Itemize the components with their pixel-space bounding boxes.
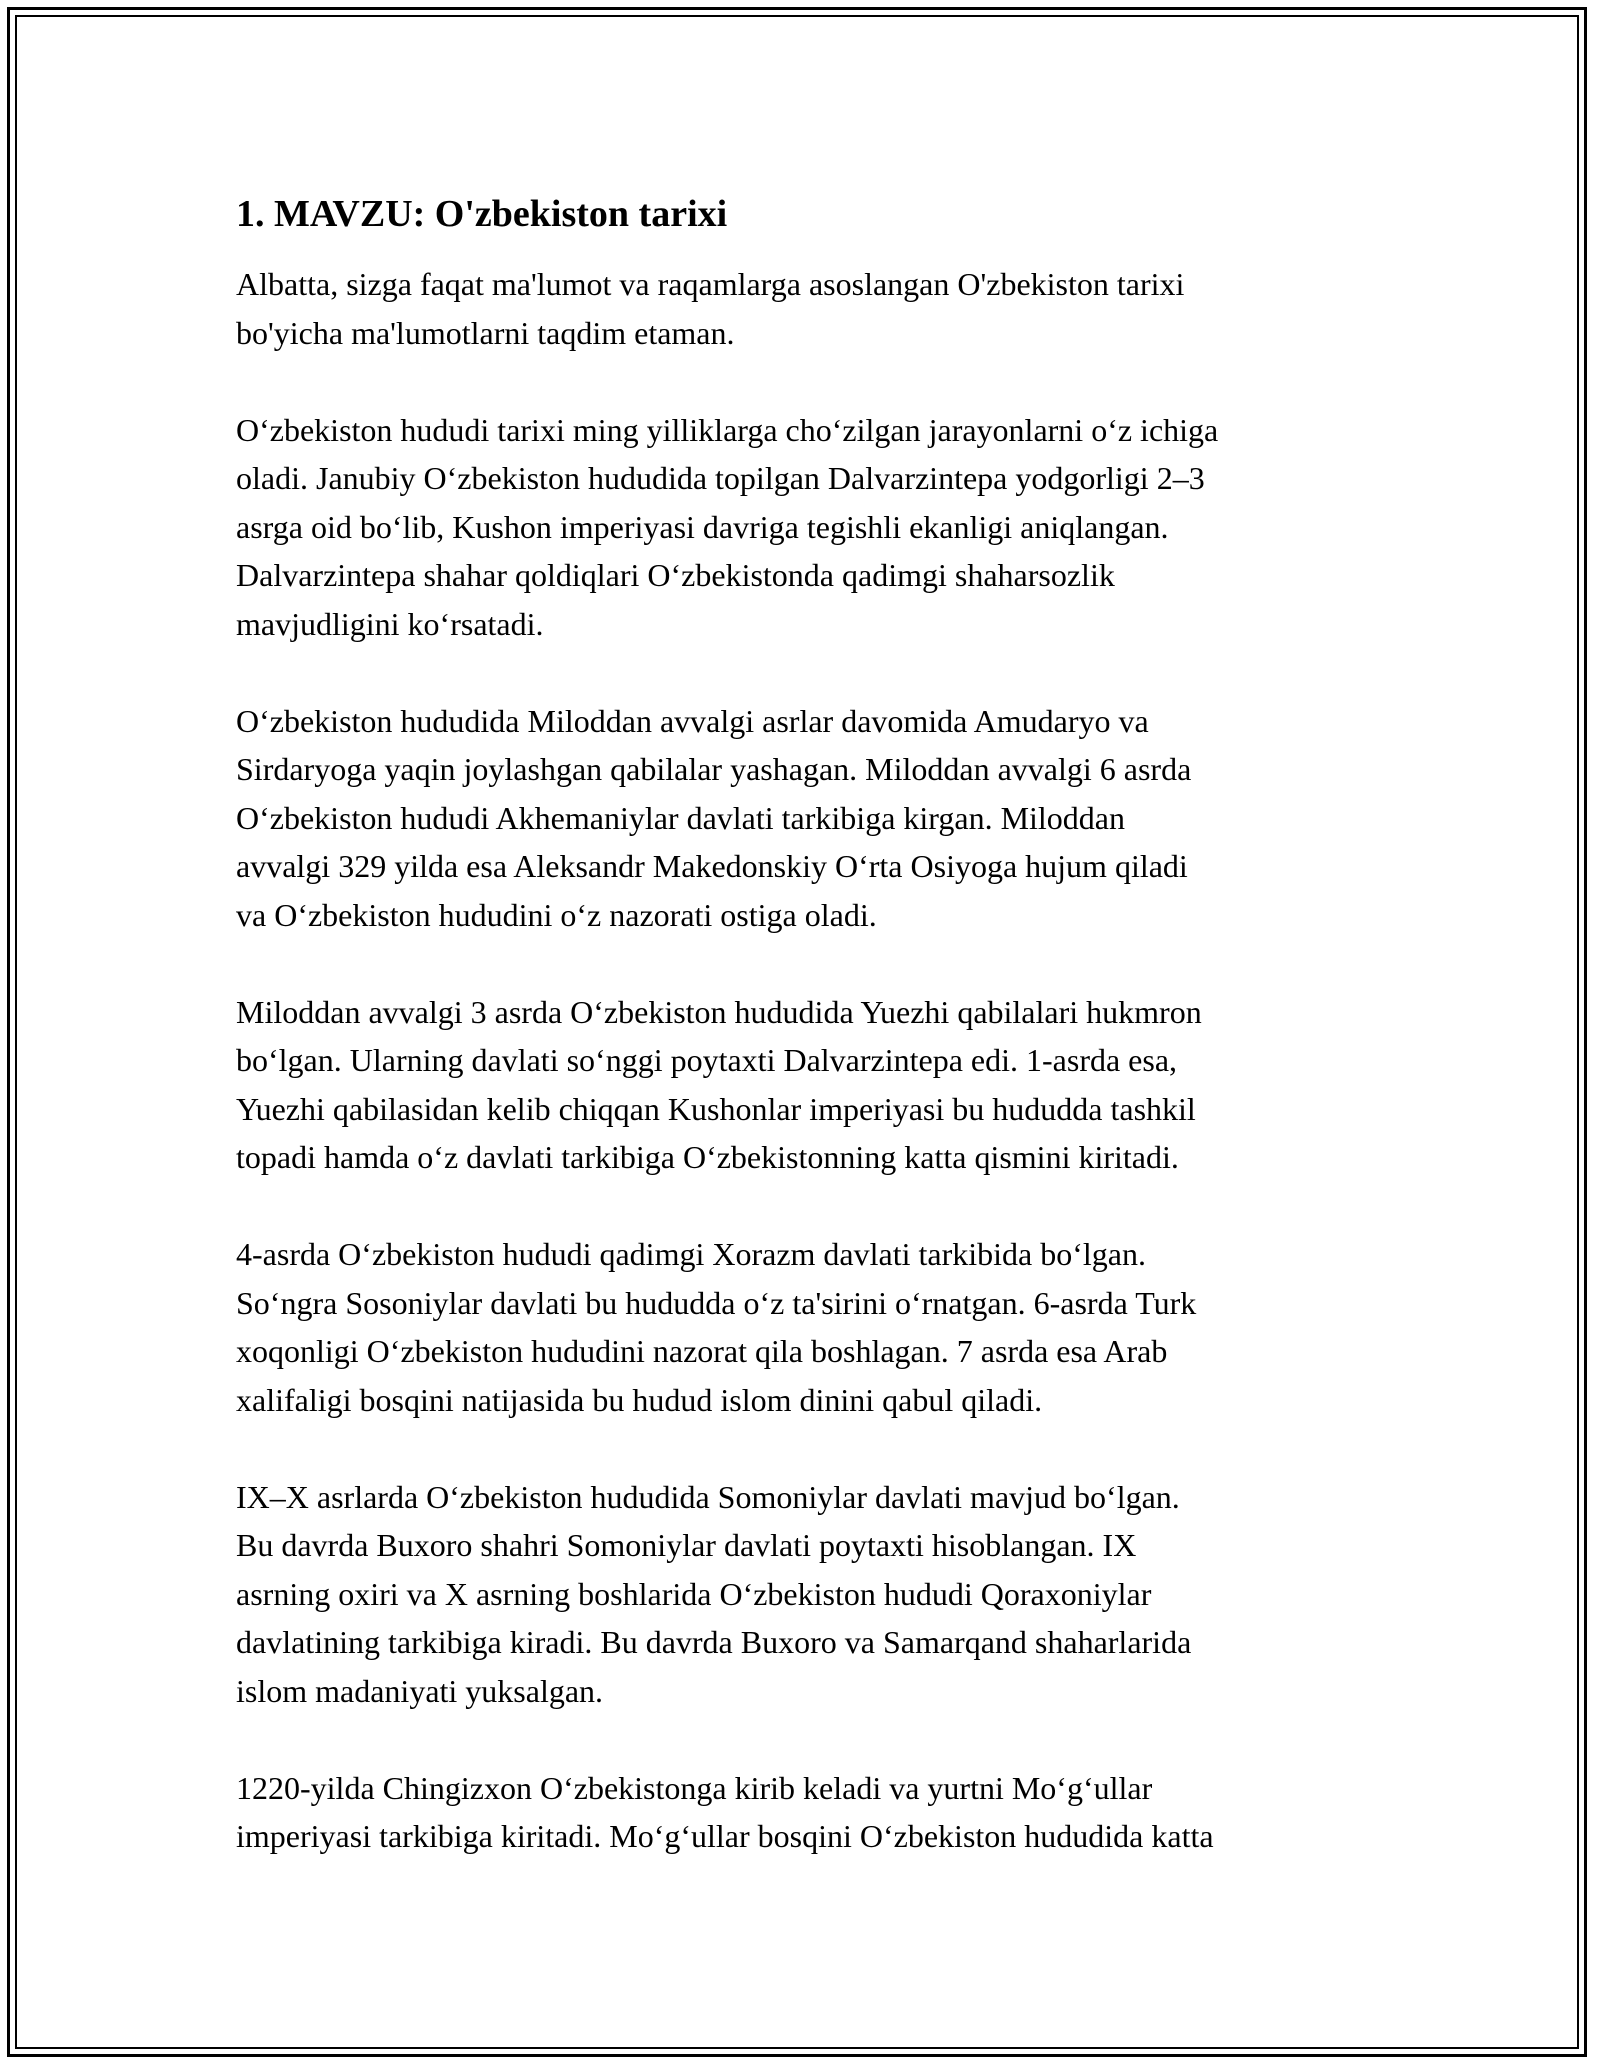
paragraph-dalvarzintepa — [236, 406, 1386, 649]
text-line: Yuezhi qabilasidan kelib chiqqan Kushonlar imperiyasi bu hududda tashkil — [236, 1090, 1196, 1127]
paragraph-samanids — [236, 1473, 1386, 1716]
text-line: davlatining tarkibiga kiradi. Bu davrda Buxoro va Samarqand shaharlarida — [236, 1624, 1192, 1660]
paragraph-yuezhi-kushan — [236, 988, 1386, 1182]
paragraph-ancient-tribes — [236, 697, 1386, 940]
text-line: 1220-yilda Chingizxon O‘zbekistonga kirib keladi va yurtni Mo‘g‘ullar — [236, 1769, 1153, 1806]
text-line: Dalvarzintepa shahar qoldiqlari O‘zbekistonda qadimgi shaharsozlik — [236, 557, 1115, 593]
document-body — [236, 186, 1386, 1909]
document-title: 1. MAVZU: O'zbekiston tarixi — [236, 193, 728, 235]
text-line: islom madaniyati yuksalgan. — [236, 1672, 604, 1709]
text-line: So‘ngra Sosoniylar davlati bu hududda o‘z ta'sirini o‘rnatgan. 6-asrda Turk — [236, 1284, 1197, 1321]
text-line: IX–X asrlarda O‘zbekiston hududida Somoniylar davlati mavjud bo‘lgan. — [236, 1478, 1180, 1515]
paragraph-mongols — [236, 1764, 1386, 1861]
text-line: Miloddan avvalgi 3 asrda O‘zbekiston hududida Yuezhi qabilalari hukmron — [236, 993, 1202, 1030]
text-line: topadi hamda o‘z davlati tarkibiga O‘zbekistonning katta qismini kiritadi. — [236, 1139, 1179, 1175]
text-line: bo‘lgan. Ularning davlati so‘nggi poytaxti Dalvarzintepa edi. 1-asrda esa, — [236, 1042, 1178, 1078]
text-line: mavjudligini ko‘rsatadi. — [236, 605, 544, 642]
text-line: oladi. Janubiy O‘zbekiston hududida topilgan Dalvarzintepa yodgorligi 2–3 — [236, 460, 1205, 496]
text-line: Sirdaryoga yaqin joylashgan qabilalar yashagan. Miloddan avvalgi 6 asrda — [236, 751, 1192, 787]
text-line: xalifaligi bosqini natijasida bu hudud islom dinini qabul qiladi. — [236, 1381, 1043, 1418]
text-line: bo'yicha ma'lumotlarni taqdim etaman. — [236, 314, 735, 351]
text-line: Albatta, sizga faqat ma'lumot va raqamlarga asoslangan O'zbekiston tarixi — [236, 266, 1185, 302]
text-line: O‘zbekiston hududi Akhemaniylar davlati tarkibiga kirgan. Miloddan — [236, 799, 1125, 836]
text-line: asrga oid bo‘lib, Kushon imperiyasi davriga tegishli ekanligi aniqlangan. — [236, 508, 1169, 545]
paragraph-intro — [236, 260, 1386, 357]
text-line: imperiyasi tarkibiga kiritadi. Mo‘g‘ullar bosqini O‘zbekiston hududida katta — [236, 1818, 1214, 1854]
text-line: 4-asrda O‘zbekiston hududi qadimgi Xorazm davlati tarkibida bo‘lgan. — [236, 1236, 1146, 1272]
text-line: O‘zbekiston hududida Miloddan avvalgi asrlar davomida Amudaryo va — [236, 702, 1149, 739]
text-line: O‘zbekiston hududi tarixi ming yilliklarga cho‘zilgan jarayonlarni o‘z ichiga — [236, 411, 1219, 448]
text-line: avvalgi 329 yilda esa Aleksandr Makedonskiy O‘rta Osiyoga hujum qiladi — [236, 848, 1188, 884]
text-line: va O‘zbekiston hududini o‘z nazorati ostiga oladi. — [236, 896, 877, 933]
text-line: Bu davrda Buxoro shahri Somoniylar davlati poytaxti hisoblangan. IX — [236, 1527, 1137, 1563]
paragraph-khorezm-arab — [236, 1230, 1386, 1424]
text-line: asrning oxiri va X asrning boshlarida O‘zbekiston hududi Qoraxoniylar — [236, 1575, 1152, 1612]
text-line: xoqonligi O‘zbekiston hududini nazorat qila boshlagan. 7 asrda esa Arab — [236, 1333, 1168, 1369]
